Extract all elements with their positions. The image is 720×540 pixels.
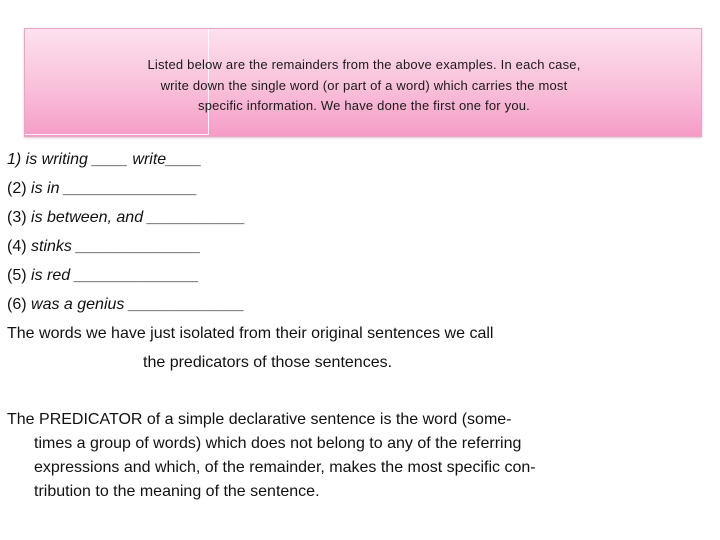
exercise-item-6-text: was a genius _____________	[26, 296, 245, 313]
exercise-item-4	[7, 237, 201, 257]
exercise-item-6-number: (6)	[7, 296, 27, 313]
exercise-item-4-number: (4)	[7, 238, 27, 255]
instruction-text	[115, 55, 613, 117]
exercise-item-5	[7, 266, 199, 286]
exercise-item-2-text	[7, 180, 197, 197]
exercise-item-5-number: (5)	[7, 267, 27, 284]
exercise-item-2-number: (2)	[7, 180, 27, 197]
instruction-line: write down the single word (or part of a word) which carries the most	[160, 77, 568, 93]
definition-line-3: expressions and which, of the remainder, makes the most specific con-	[34, 459, 536, 476]
exercise-item-4-text: stinks ______________	[26, 238, 201, 255]
instruction-banner	[24, 28, 702, 137]
definition-line-1: The PREDICATOR of a simple declarative sentence is the word (some-	[7, 411, 512, 428]
definition-line-2: times a group of words) which does not belong to any of the referring	[34, 435, 522, 452]
instruction-line: Listed below are the remainders from the above examples. In each case,	[147, 57, 581, 72]
exercise-item-6	[7, 295, 245, 315]
definition-line-4: tribution to the meaning of the sentence.	[34, 483, 320, 500]
instruction-line: specific information. We have done the first one for you.	[198, 98, 530, 113]
exercise-item-2-body: is in _______________	[26, 180, 198, 197]
exercise-item-2	[7, 179, 197, 199]
exercise-item-1: 1) is writing ____ write____	[7, 151, 202, 168]
summary-line-2: the predicators of those sentences.	[143, 354, 393, 371]
exercise-item-3	[7, 208, 245, 228]
exercise-item-5-text: is red ______________	[26, 267, 200, 284]
exercise-item-3-text: is between, and ___________	[26, 209, 246, 226]
summary-line-1: The words we have just isolated from their original sentences we call	[7, 325, 494, 342]
exercise-item-3-number: (3)	[7, 209, 27, 226]
